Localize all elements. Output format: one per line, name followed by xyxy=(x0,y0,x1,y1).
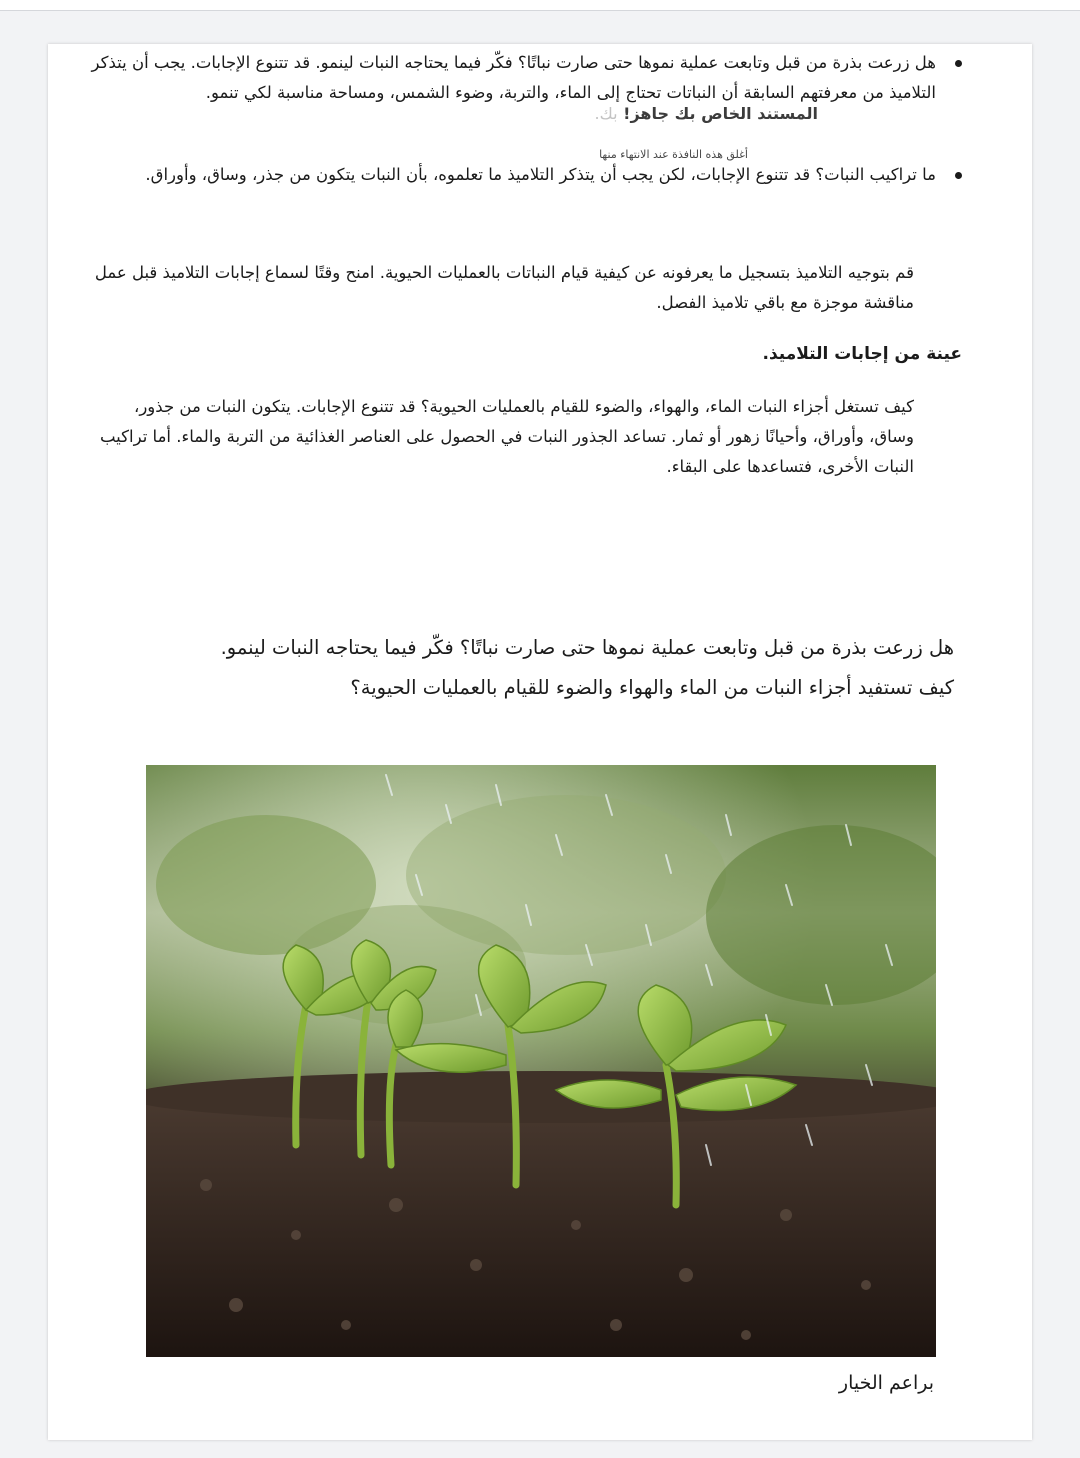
banner-faint-text: بك. xyxy=(594,104,618,123)
document-ready-banner[interactable] xyxy=(595,104,818,123)
document-page xyxy=(48,44,1032,1440)
sprouts-illustration xyxy=(146,765,936,1357)
sample-answer: كيف تستغل أجزاء النبات الماء، والهواء، والضوء للقيام بالعمليات الحيوية؟ قد تتنوع الإجابات. يتكون النبات من جذور، وساق، وأوراق، وأحيانًا زهور أو ثمار. تساعد الجذور النبات في الحصول على العناصر الغذائية من التربة والماء. أما تراكيب النبات الأخرى، فتساعدها على البقاء. xyxy=(99,397,914,476)
bullet-text: ما تراكيب النبات؟ قد تتنوع الإجابات، لكن يجب أن يتذكر التلاميذ ما تعلموه، بأن النبات يتكون من جذر، وساق، وأوراق. xyxy=(145,165,936,184)
cucumber-sprouts-photo xyxy=(146,765,936,1357)
image-caption: براعم الخيار xyxy=(838,1372,934,1394)
bullet-item xyxy=(89,160,962,190)
question-line: هل زرعت بذرة من قبل وتابعت عملية نموها حتى صارت نباتًا؟ فكّر فيما يحتاجه النبات لينمو. xyxy=(220,636,954,659)
bullet-dot xyxy=(955,60,962,67)
top-strip xyxy=(0,0,1080,11)
teacher-instruction: قم بتوجيه التلاميذ بتسجيل ما يعرفونه عن كيفية قيام النباتات بالعمليات الحيوية. امنح وقتًا لسماع إجابات التلاميذ قبل عمل مناقشة موجزة مع باقي تلاميذ الفصل. xyxy=(94,263,914,312)
bullet-text: هل زرعت بذرة من قبل وتابعت عملية نموها حتى صارت نباتًا؟ فكّر فيما يحتاجه النبات لينمو. قد تتنوع الإجابات. يجب أن يتذكر التلاميذ من معرفتهم السابقة أن النباتات تحتاج إلى الماء، والتربة، وضوء الشمس، ومساحة مناسبة لكي تنمو. xyxy=(91,53,936,102)
question-line: كيف تستفيد أجزاء النبات من الماء والهواء والضوء للقيام بالعمليات الحيوية؟ xyxy=(350,676,954,699)
sample-answers-heading: عينة من إجابات التلاميذ. xyxy=(762,344,962,364)
banner-title: المستند الخاص بك جاهز! xyxy=(623,104,818,123)
bullet-dot xyxy=(955,172,962,179)
bullet-item xyxy=(89,48,962,108)
close-window-hint[interactable]: أغلق هذه النافذة عند الانتهاء منها xyxy=(599,148,748,161)
